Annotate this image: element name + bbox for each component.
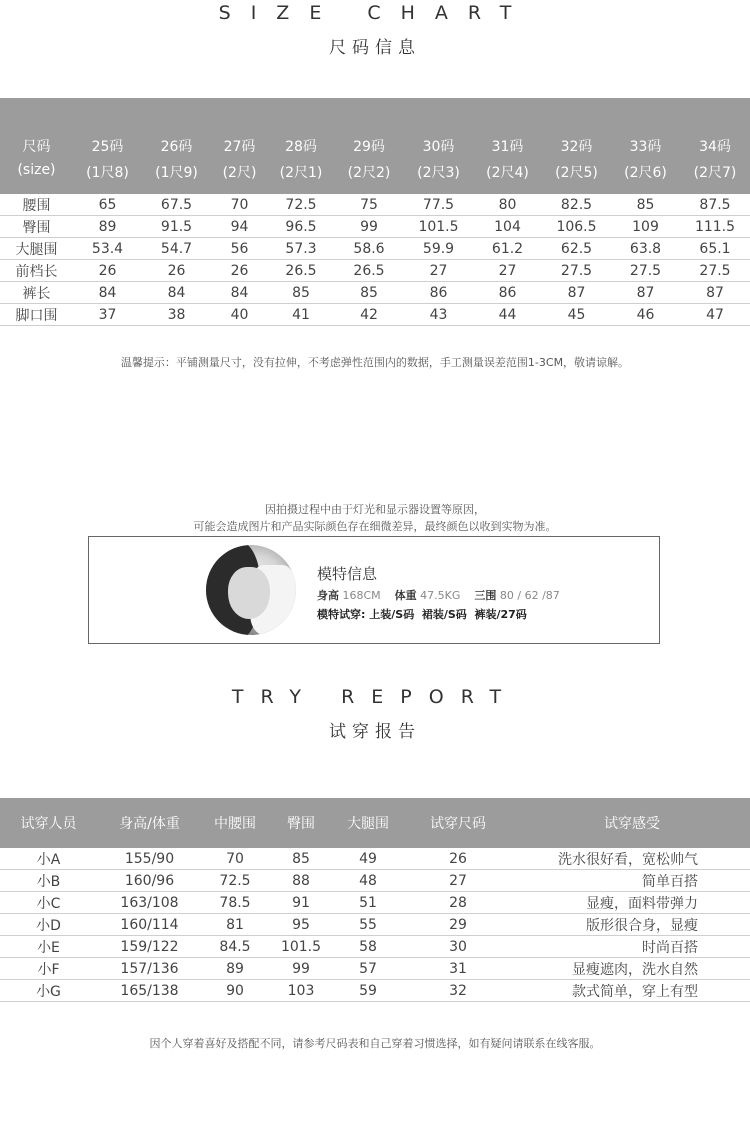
size-table-row xyxy=(0,304,750,326)
size-cell: 106.5 xyxy=(542,216,611,238)
try-cell: 84.5 xyxy=(202,936,268,958)
try-cell: 55 xyxy=(334,914,402,936)
size-cell: 38 xyxy=(142,304,211,326)
try-table-row xyxy=(0,870,750,892)
size-subheader-cell: (1尺8) xyxy=(86,165,129,181)
try-cell: 78.5 xyxy=(202,892,268,914)
try-cell: 81 xyxy=(202,914,268,936)
size-cell: 94 xyxy=(211,216,268,238)
size-cell: 63.8 xyxy=(611,238,680,260)
size-cell: 67.5 xyxy=(142,194,211,216)
size-header-cell: 33码 xyxy=(629,139,662,155)
try-cell: 89 xyxy=(202,958,268,980)
size-header-cell: 26码 xyxy=(160,139,193,155)
size-header-cell: 25码 xyxy=(91,139,124,155)
size-cell: 41 xyxy=(268,304,334,326)
size-cell: 27 xyxy=(404,260,473,282)
model-info-box xyxy=(88,536,660,644)
model-info-title: 模特信息 xyxy=(317,565,378,583)
model-try-label: 模特试穿: xyxy=(317,608,366,621)
size-cell: 86 xyxy=(404,282,473,304)
size-cell: 59.9 xyxy=(404,238,473,260)
size-cell: 101.5 xyxy=(404,216,473,238)
try-table-row xyxy=(0,848,750,870)
size-cell: 72.5 xyxy=(268,194,334,216)
size-subheader-cell: (size) xyxy=(17,162,56,178)
size-cell: 85 xyxy=(611,194,680,216)
size-cell: 62.5 xyxy=(542,238,611,260)
size-header-cell: 28码 xyxy=(285,139,317,155)
height-value: 168CM xyxy=(342,589,381,602)
weight-value: 47.5KG xyxy=(420,589,461,602)
size-cell: 87.5 xyxy=(680,194,750,216)
size-header-cell: 30码 xyxy=(422,139,455,155)
try-report-title-cn: 试穿报告 xyxy=(329,722,421,742)
try-cell: 157/136 xyxy=(97,958,202,980)
size-cell: 70 xyxy=(211,194,268,216)
size-cell: 61.2 xyxy=(473,238,542,260)
try-cell: 57 xyxy=(334,958,402,980)
try-table-row xyxy=(0,936,750,958)
size-chart-table xyxy=(0,98,750,326)
try-cell: 88 xyxy=(268,870,334,892)
try-table-row xyxy=(0,980,750,1002)
color-notice-line1: 因拍摄过程中由于灯光和显示器设置等原因， xyxy=(265,503,485,516)
color-notice-line2: 可能会造成图片和产品实际颜色存在细微差异，最终颜色以收到实物为准。 xyxy=(193,520,557,533)
size-cell: 26.5 xyxy=(268,260,334,282)
size-subheader-cell: (2尺6) xyxy=(624,165,667,181)
size-cell: 87 xyxy=(611,282,680,304)
try-cell: 31 xyxy=(402,958,514,980)
try-cell: 72.5 xyxy=(202,870,268,892)
try-table-row xyxy=(0,958,750,980)
try-feeling: 简单百搭 xyxy=(514,870,750,892)
try-cell: 58 xyxy=(334,936,402,958)
try-cell: 48 xyxy=(334,870,402,892)
size-cell: 109 xyxy=(611,216,680,238)
size-header-cell: 32码 xyxy=(560,139,593,155)
try-cell: 155/90 xyxy=(97,848,202,870)
try-cell: 91 xyxy=(268,892,334,914)
size-row-label: 臀围 xyxy=(0,216,73,238)
try-header-cell: 中腰围 xyxy=(214,816,256,832)
size-cell: 77.5 xyxy=(404,194,473,216)
try-cell: 163/108 xyxy=(97,892,202,914)
size-header-cell: 27码 xyxy=(223,139,256,155)
size-cell: 104 xyxy=(473,216,542,238)
size-cell: 40 xyxy=(211,304,268,326)
size-cell: 87 xyxy=(680,282,750,304)
size-cell: 27.5 xyxy=(542,260,611,282)
try-feeling: 版形很合身，显瘦 xyxy=(514,914,750,936)
model-try-info xyxy=(317,606,527,622)
size-cell: 58.6 xyxy=(334,238,404,260)
size-table-body xyxy=(0,194,750,326)
size-subheader-cell: (2尺7) xyxy=(693,165,737,181)
size-cell: 37 xyxy=(73,304,142,326)
size-table-row xyxy=(0,194,750,216)
size-cell: 44 xyxy=(473,304,542,326)
try-feeling: 款式简单，穿上有型 xyxy=(514,980,750,1002)
size-subheader-cell: (1尺9) xyxy=(155,165,198,181)
try-feeling: 时尚百搭 xyxy=(514,936,750,958)
size-cell: 85 xyxy=(334,282,404,304)
try-report-table xyxy=(0,798,750,1002)
size-header-cell: 尺码 xyxy=(22,139,51,155)
tester-name: 小B xyxy=(0,870,97,892)
size-cell: 27.5 xyxy=(680,260,750,282)
size-header-cell: 31码 xyxy=(491,139,524,155)
size-cell: 86 xyxy=(473,282,542,304)
size-cell: 54.7 xyxy=(142,238,211,260)
size-cell: 87 xyxy=(542,282,611,304)
size-cell: 43 xyxy=(404,304,473,326)
size-cell: 84 xyxy=(73,282,142,304)
size-cell: 26 xyxy=(142,260,211,282)
size-subheader-row xyxy=(0,160,750,194)
try-cell: 70 xyxy=(202,848,268,870)
size-cell: 84 xyxy=(142,282,211,304)
size-cell: 96.5 xyxy=(268,216,334,238)
size-chart-title-en: SIZE CHART xyxy=(218,2,532,24)
try-header-cell: 试穿尺码 xyxy=(430,816,486,832)
try-cell: 85 xyxy=(268,848,334,870)
size-row-label: 脚口围 xyxy=(0,304,73,326)
try-cell: 159/122 xyxy=(97,936,202,958)
try-cell: 95 xyxy=(268,914,334,936)
size-cell: 45 xyxy=(542,304,611,326)
tester-name: 小F xyxy=(0,958,97,980)
try-cell: 160/96 xyxy=(97,870,202,892)
size-cell: 80 xyxy=(473,194,542,216)
try-cell: 32 xyxy=(402,980,514,1002)
try-cell: 160/114 xyxy=(97,914,202,936)
size-cell: 42 xyxy=(334,304,404,326)
size-cell: 65.1 xyxy=(680,238,750,260)
size-cell: 57.3 xyxy=(268,238,334,260)
try-table-body xyxy=(0,848,750,1002)
size-header-row xyxy=(0,98,750,160)
try-cell: 99 xyxy=(268,958,334,980)
tester-name: 小G xyxy=(0,980,97,1002)
size-cell: 53.4 xyxy=(73,238,142,260)
size-cell: 82.5 xyxy=(542,194,611,216)
try-feeling: 洗水很好看，宽松帅气 xyxy=(514,848,750,870)
size-subheader-cell: (2尺) xyxy=(222,165,257,181)
tester-name: 小A xyxy=(0,848,97,870)
try-cell: 103 xyxy=(268,980,334,1002)
size-cell: 65 xyxy=(73,194,142,216)
weight-label: 体重 xyxy=(394,589,417,602)
size-table-row xyxy=(0,282,750,304)
model-avatar xyxy=(206,545,296,635)
size-subheader-cell: (2尺5) xyxy=(555,165,598,181)
measure-value: 80 / 62 /87 xyxy=(499,589,560,602)
try-header-row xyxy=(0,798,750,848)
size-measure-note: 温馨提示：平铺测量尺寸，没有拉伸，不考虑弹性范围内的数据，手工测量误差范围1-3CM，敬请谅解。 xyxy=(120,356,630,369)
size-header-cell: 34码 xyxy=(699,139,731,155)
try-cell: 51 xyxy=(334,892,402,914)
size-chart-title-cn: 尺码信息 xyxy=(329,38,421,58)
size-header-cell: 29码 xyxy=(353,139,385,155)
size-cell: 26 xyxy=(211,260,268,282)
size-cell: 56 xyxy=(211,238,268,260)
try-header-cell: 大腿围 xyxy=(347,816,389,832)
tester-name: 小C xyxy=(0,892,97,914)
height-label: 身高 xyxy=(317,589,339,602)
try-report-note: 因个人穿着喜好及搭配不同，请参考尺码表和自己穿着习惯选择，如有疑问请联系在线客服。 xyxy=(149,1037,601,1050)
try-cell: 59 xyxy=(334,980,402,1002)
try-cell: 30 xyxy=(402,936,514,958)
model-try-value: 上装/S码 裙装/S码 裤装/27码 xyxy=(369,608,527,621)
size-cell: 75 xyxy=(334,194,404,216)
try-cell: 101.5 xyxy=(268,936,334,958)
size-cell: 91.5 xyxy=(142,216,211,238)
size-cell: 26.5 xyxy=(334,260,404,282)
try-table-row xyxy=(0,892,750,914)
size-row-label: 裤长 xyxy=(0,282,73,304)
size-table-row xyxy=(0,260,750,282)
size-cell: 46 xyxy=(611,304,680,326)
model-stats xyxy=(317,587,560,603)
size-cell: 99 xyxy=(334,216,404,238)
size-cell: 27.5 xyxy=(611,260,680,282)
try-feeling: 显瘦遮肉，洗水自然 xyxy=(514,958,750,980)
size-cell: 111.5 xyxy=(680,216,750,238)
size-cell: 47 xyxy=(680,304,750,326)
try-header-cell: 臀围 xyxy=(287,816,315,832)
size-cell: 85 xyxy=(268,282,334,304)
try-table-row xyxy=(0,914,750,936)
size-row-label: 前档长 xyxy=(0,260,73,282)
size-subheader-cell: (2尺4) xyxy=(486,165,529,181)
size-subheader-cell: (2尺2) xyxy=(347,165,391,181)
try-header-cell: 试穿人员 xyxy=(20,816,77,832)
try-header-cell: 身高/体重 xyxy=(119,816,180,832)
size-cell: 27 xyxy=(473,260,542,282)
try-cell: 27 xyxy=(402,870,514,892)
try-cell: 29 xyxy=(402,914,514,936)
size-row-label: 腰围 xyxy=(0,194,73,216)
try-cell: 26 xyxy=(402,848,514,870)
size-table-row xyxy=(0,238,750,260)
size-cell: 26 xyxy=(73,260,142,282)
try-cell: 165/138 xyxy=(97,980,202,1002)
try-report-title-en: TRY REPORT xyxy=(231,686,519,708)
size-row-label: 大腿围 xyxy=(0,238,73,260)
measure-label: 三围 xyxy=(474,589,497,602)
try-cell: 28 xyxy=(402,892,514,914)
try-feeling: 显瘦，面料带弹力 xyxy=(514,892,750,914)
size-subheader-cell: (2尺3) xyxy=(417,165,460,181)
size-subheader-cell: (2尺1) xyxy=(279,165,323,181)
tester-name: 小E xyxy=(0,936,97,958)
try-cell: 90 xyxy=(202,980,268,1002)
size-cell: 84 xyxy=(211,282,268,304)
try-cell: 49 xyxy=(334,848,402,870)
try-header-cell: 试穿感受 xyxy=(604,816,660,832)
size-table-row xyxy=(0,216,750,238)
size-cell: 89 xyxy=(73,216,142,238)
tester-name: 小D xyxy=(0,914,97,936)
